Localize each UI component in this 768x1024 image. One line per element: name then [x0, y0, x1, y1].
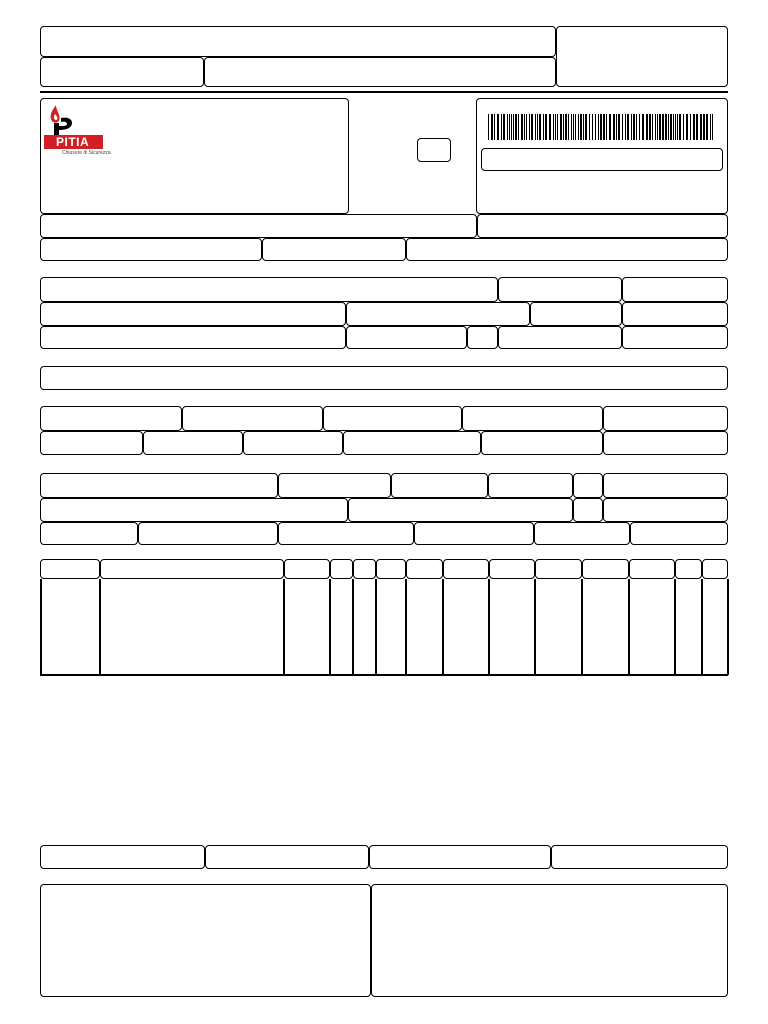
barcode-stripe — [543, 114, 544, 140]
transport-r3-a — [40, 522, 138, 545]
barcode-stripe — [565, 114, 567, 140]
barcode-stripe — [625, 114, 626, 140]
table-column-line — [674, 579, 676, 675]
barcode-stripe — [622, 114, 623, 140]
footer-r1-d — [551, 845, 728, 869]
table-column-line — [701, 579, 703, 675]
barcode-stripe — [600, 114, 602, 140]
recipient-r1-a — [40, 277, 498, 302]
recipient-r3-d — [498, 326, 622, 349]
recipient-r2-c — [530, 302, 622, 326]
info-r2-c — [243, 431, 343, 455]
info-r2-a — [40, 431, 143, 455]
transport-r2-d — [603, 498, 728, 522]
barcode-stripe — [580, 114, 582, 140]
barcode-stripe — [497, 114, 499, 140]
barcode-stripe — [636, 114, 637, 140]
barcode-stripe — [578, 114, 579, 140]
barcode-stripe — [557, 114, 558, 140]
barcode-stripe — [549, 114, 551, 140]
barcode-stripe — [690, 114, 691, 140]
barcode-stripe — [655, 114, 656, 140]
table-header-cell-1 — [40, 559, 100, 579]
header-divider-rule — [40, 91, 728, 93]
table-header-cell-8 — [443, 559, 489, 579]
recipient-r2-a — [40, 302, 346, 326]
barcode-stripe — [560, 114, 562, 140]
transport-r2-a — [40, 498, 348, 522]
brand-name: PITIA — [44, 135, 103, 149]
barcode-stripe — [509, 114, 510, 140]
table-header-cell-14 — [702, 559, 728, 579]
field-r1-a — [40, 214, 477, 238]
barcode-stripe — [491, 114, 493, 140]
table-column-line — [488, 579, 490, 675]
barcode-stripe — [670, 114, 672, 140]
info-r2-f — [603, 431, 728, 455]
barcode-stripe — [531, 114, 533, 140]
table-header-cell-5 — [353, 559, 376, 579]
table-column-line — [534, 579, 536, 675]
barcode-stripe — [609, 114, 611, 140]
recipient-r3-c — [467, 326, 498, 349]
table-header-cell-13 — [675, 559, 702, 579]
recipient-r1-c — [622, 277, 728, 302]
barcode-stripe — [675, 114, 676, 140]
barcode-stripe — [686, 114, 688, 140]
info-r2-b — [143, 431, 243, 455]
barcode-stripe — [526, 114, 527, 140]
table-header-cell-11 — [582, 559, 629, 579]
table-header-cell-9 — [489, 559, 535, 579]
barcode-stripe — [511, 114, 512, 140]
footer-r1-b — [205, 845, 369, 869]
barcode-stripe — [712, 114, 713, 140]
info-r1-d — [462, 406, 603, 431]
recipient-r3-b — [346, 326, 467, 349]
table-bottom-rule — [40, 674, 728, 676]
barcode-stripe — [673, 114, 674, 140]
field-r1-b — [477, 214, 728, 238]
barcode-stripe — [700, 114, 702, 140]
barcode-number-field — [481, 148, 723, 171]
barcode-stripe — [642, 114, 644, 140]
info-r1-c — [323, 406, 462, 431]
barcode-stripe — [501, 114, 502, 140]
signature-box-right — [371, 884, 728, 997]
table-column-line — [628, 579, 630, 675]
table-column-line — [442, 579, 444, 675]
barcode-stripe — [518, 114, 519, 140]
brand-tagline: Chiusure di Sicurezza — [62, 150, 111, 156]
table-column-line — [727, 579, 729, 675]
barcode-icon — [488, 114, 716, 140]
company-logo — [44, 103, 111, 156]
recipient-r3-a — [40, 326, 346, 349]
table-column-line — [329, 579, 331, 675]
transport-r3-d — [414, 522, 534, 545]
transport-r3-e — [534, 522, 630, 545]
header-corner-box — [556, 26, 728, 87]
signature-box-left — [40, 884, 371, 997]
barcode-stripe — [529, 114, 530, 140]
barcode-stripe — [639, 114, 640, 140]
table-header-cell-2 — [100, 559, 284, 579]
field-r2-a — [40, 238, 262, 261]
small-checkbox[interactable] — [417, 138, 451, 162]
barcode-stripe — [583, 114, 584, 140]
table-header-cell-7 — [406, 559, 443, 579]
flame-p-mark-icon — [44, 103, 104, 137]
barcode-stripe — [568, 114, 569, 140]
recipient-r3-e — [622, 326, 728, 349]
table-column-line — [283, 579, 285, 675]
barcode-stripe — [710, 114, 711, 140]
barcode-stripe — [633, 114, 635, 140]
barcode-stripe — [703, 114, 705, 140]
recipient-r2-b — [346, 302, 530, 326]
barcode-stripe — [494, 114, 495, 140]
barcode-stripe — [555, 114, 556, 140]
table-header-cell-6 — [376, 559, 406, 579]
barcode-stripe — [573, 114, 574, 140]
barcode-stripe — [668, 114, 669, 140]
transport-r2-b — [348, 498, 573, 522]
recipient-r2-d — [622, 302, 728, 326]
barcode-stripe — [665, 114, 667, 140]
header-title-field — [40, 26, 556, 57]
field-r2-b — [262, 238, 406, 261]
barcode-stripe — [683, 114, 684, 140]
barcode-stripe — [613, 114, 615, 140]
barcode-stripe — [659, 114, 661, 140]
barcode-stripe — [646, 114, 648, 140]
barcode-stripe — [696, 114, 698, 140]
table-column-line — [375, 579, 377, 675]
transport-r2-c — [573, 498, 603, 522]
table-column-line — [405, 579, 407, 675]
barcode-stripe — [677, 114, 678, 140]
transport-r3-b — [138, 522, 278, 545]
transport-r1-d — [488, 473, 573, 498]
table-header-cell-3 — [284, 559, 330, 579]
barcode-stripe — [616, 114, 617, 140]
barcode-stripe — [503, 114, 505, 140]
header-field-center — [204, 57, 556, 87]
barcode-stripe — [598, 114, 599, 140]
barcode-stripe — [603, 114, 605, 140]
barcode-stripe — [545, 114, 547, 140]
barcode-stripe — [589, 114, 590, 140]
footer-r1-c — [369, 845, 551, 869]
barcode-stripe — [693, 114, 695, 140]
barcode-stripe — [592, 114, 593, 140]
info-r2-e — [481, 431, 603, 455]
barcode-stripe — [563, 114, 564, 140]
table-header-cell-12 — [629, 559, 675, 579]
table-header-cell-10 — [535, 559, 582, 579]
transport-r1-b — [278, 473, 391, 498]
barcode-stripe — [513, 114, 514, 140]
barcode-stripe — [657, 114, 658, 140]
full-width-field — [40, 366, 728, 390]
barcode-stripe — [679, 114, 681, 140]
transport-r1-f — [603, 473, 728, 498]
table-header-cell-4 — [330, 559, 353, 579]
transport-r1-a — [40, 473, 278, 498]
barcode-stripe — [521, 114, 523, 140]
barcode-stripe — [488, 114, 489, 140]
info-r2-d — [343, 431, 481, 455]
info-r1-a — [40, 406, 182, 431]
table-column-line — [40, 579, 42, 675]
barcode-stripe — [595, 114, 596, 140]
info-r1-e — [603, 406, 728, 431]
table-column-line — [581, 579, 583, 675]
barcode-stripe — [606, 114, 607, 140]
barcode-stripe — [575, 114, 576, 140]
barcode-stripe — [649, 114, 651, 140]
transport-r1-e — [573, 473, 603, 498]
barcode-stripe — [652, 114, 653, 140]
barcode-stripe — [618, 114, 620, 140]
field-r2-c — [406, 238, 728, 261]
barcode-stripe — [539, 114, 541, 140]
barcode-stripe — [507, 114, 508, 140]
info-r1-b — [182, 406, 323, 431]
header-field-left — [40, 57, 204, 87]
barcode-stripe — [553, 114, 554, 140]
barcode-stripe — [706, 114, 708, 140]
barcode-stripe — [662, 114, 664, 140]
barcode-stripe — [535, 114, 536, 140]
barcode-stripe — [515, 114, 517, 140]
transport-r3-f — [630, 522, 728, 545]
transport-r1-c — [391, 473, 488, 498]
recipient-r1-b — [498, 277, 622, 302]
barcode-stripe — [537, 114, 538, 140]
barcode-stripe — [524, 114, 525, 140]
barcode-stripe — [571, 114, 572, 140]
transport-r3-c — [278, 522, 414, 545]
barcode-stripe — [631, 114, 632, 140]
barcode-stripe — [627, 114, 629, 140]
barcode-stripe — [585, 114, 587, 140]
footer-r1-a — [40, 845, 205, 869]
table-column-line — [352, 579, 354, 675]
table-column-line — [99, 579, 101, 675]
